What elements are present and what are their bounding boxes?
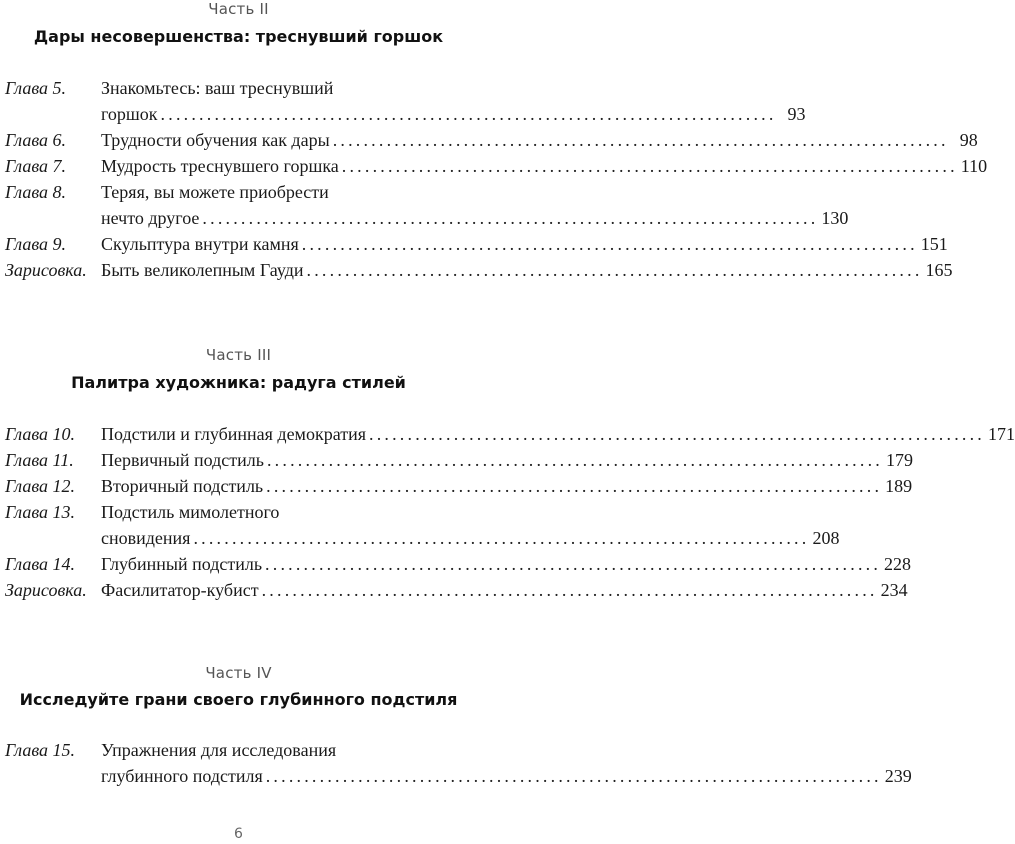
toc-entry [0, 554, 912, 580]
entry-title-line: Упражнения для исследования [101, 740, 337, 760]
leader-dots: ................................................................................ [369, 424, 985, 444]
part-3-toc [0, 424, 1015, 606]
page-ref: 165 [925, 260, 953, 280]
page-ref: 234 [880, 580, 908, 600]
toc-entry [0, 78, 806, 130]
part-2-toc [0, 78, 988, 286]
part-2-title: Дары несовершенства: треснувший горшок [33, 27, 444, 46]
part-3-title: Палитра художника: радуга стилей [71, 373, 406, 392]
page-ref: 110 [960, 156, 988, 176]
entry-title: Мудрость треснувшего горшка [101, 156, 339, 176]
page-ref: 228 [884, 554, 912, 574]
toc-entry [0, 156, 988, 182]
entry-title: Подстили и глубинная демократия [101, 424, 366, 444]
toc-entry [0, 740, 912, 792]
page-ref: 130 [821, 208, 849, 228]
entry-title: нечто другое [101, 208, 200, 228]
chapter-label: Зарисовка. [5, 260, 87, 280]
toc-entry [0, 502, 840, 554]
leader-dots: ................................................................................ [193, 528, 810, 548]
page-ref: 239 [884, 766, 912, 786]
chapter-label: Глава 13. [5, 502, 76, 522]
entry-title-line: Подстиль мимолетного [101, 502, 280, 522]
page-ref: 208 [812, 528, 840, 548]
part-4-label: Часть IV [205, 664, 272, 682]
entry-title: сновидения [101, 528, 191, 548]
part-4-toc [0, 740, 912, 792]
leader-dots: ................................................................................ [266, 450, 883, 470]
chapter-label: Глава 6. [5, 130, 67, 150]
entry-title: Быть великолепным Гауди [101, 260, 304, 280]
page-number: 6 [234, 826, 243, 842]
leader-dots: ................................................................................ [265, 554, 882, 574]
part-2-label: Часть II [208, 0, 269, 18]
chapter-label: Глава 12. [5, 476, 76, 496]
toc-entry [0, 182, 849, 234]
entry-title-line: Знакомьтесь: ваш треснувший [101, 78, 334, 98]
chapter-label: Зарисовка. [5, 580, 87, 600]
entry-title: Вторичный подстиль [101, 476, 264, 496]
toc-entry [0, 260, 953, 286]
leader-dots: ................................................................................ [265, 766, 882, 786]
page-ref: 151 [920, 234, 948, 254]
page-ref: 98 [959, 130, 978, 150]
leader-dots: ................................................................................ [160, 104, 777, 124]
chapter-label: Глава 7. [5, 156, 67, 176]
entry-title: Фасилитатор-кубист [101, 580, 259, 600]
part-3-label: Часть III [205, 346, 272, 364]
entry-title: Глубинный подстиль [101, 554, 263, 574]
chapter-label: Глава 8. [5, 182, 67, 202]
entry-title: Трудности обучения как дары [101, 130, 330, 150]
chapter-label: Глава 14. [5, 554, 76, 574]
leader-dots: ................................................................................ [266, 476, 883, 496]
leader-dots: ................................................................................ [306, 260, 923, 280]
entry-title: глубинного подстиля [101, 766, 263, 786]
toc-entry [0, 130, 978, 156]
toc-entry [0, 450, 913, 476]
chapter-label: Глава 9. [5, 234, 67, 254]
entry-title-line: Теряя, вы можете приобрести [101, 182, 329, 202]
page-ref: 93 [787, 104, 806, 124]
chapter-label: Глава 15. [5, 740, 76, 760]
leader-dots: ................................................................................ [261, 580, 878, 600]
part-4-title: Исследуйте грани своего глубинного подстиля [19, 690, 458, 709]
toc-entry [0, 580, 908, 606]
page-ref: 171 [988, 424, 1015, 444]
leader-dots: ................................................................................ [202, 208, 819, 228]
chapter-label: Глава 10. [5, 424, 76, 444]
chapter-label: Глава 5. [5, 78, 67, 98]
chapter-label: Глава 11. [5, 450, 74, 470]
leader-dots: ................................................................................ [341, 156, 958, 176]
page-ref: 189 [885, 476, 913, 496]
page-ref: 179 [885, 450, 913, 470]
entry-title: Первичный подстиль [101, 450, 264, 470]
leader-dots: ................................................................................ [301, 234, 918, 254]
entry-title: горшок [101, 104, 158, 124]
entry-title: Скульптура внутри камня [101, 234, 299, 254]
leader-dots: ................................................................................ [332, 130, 949, 150]
toc-entry [0, 476, 913, 502]
toc-entry [0, 424, 1015, 450]
toc-entry [0, 234, 948, 260]
